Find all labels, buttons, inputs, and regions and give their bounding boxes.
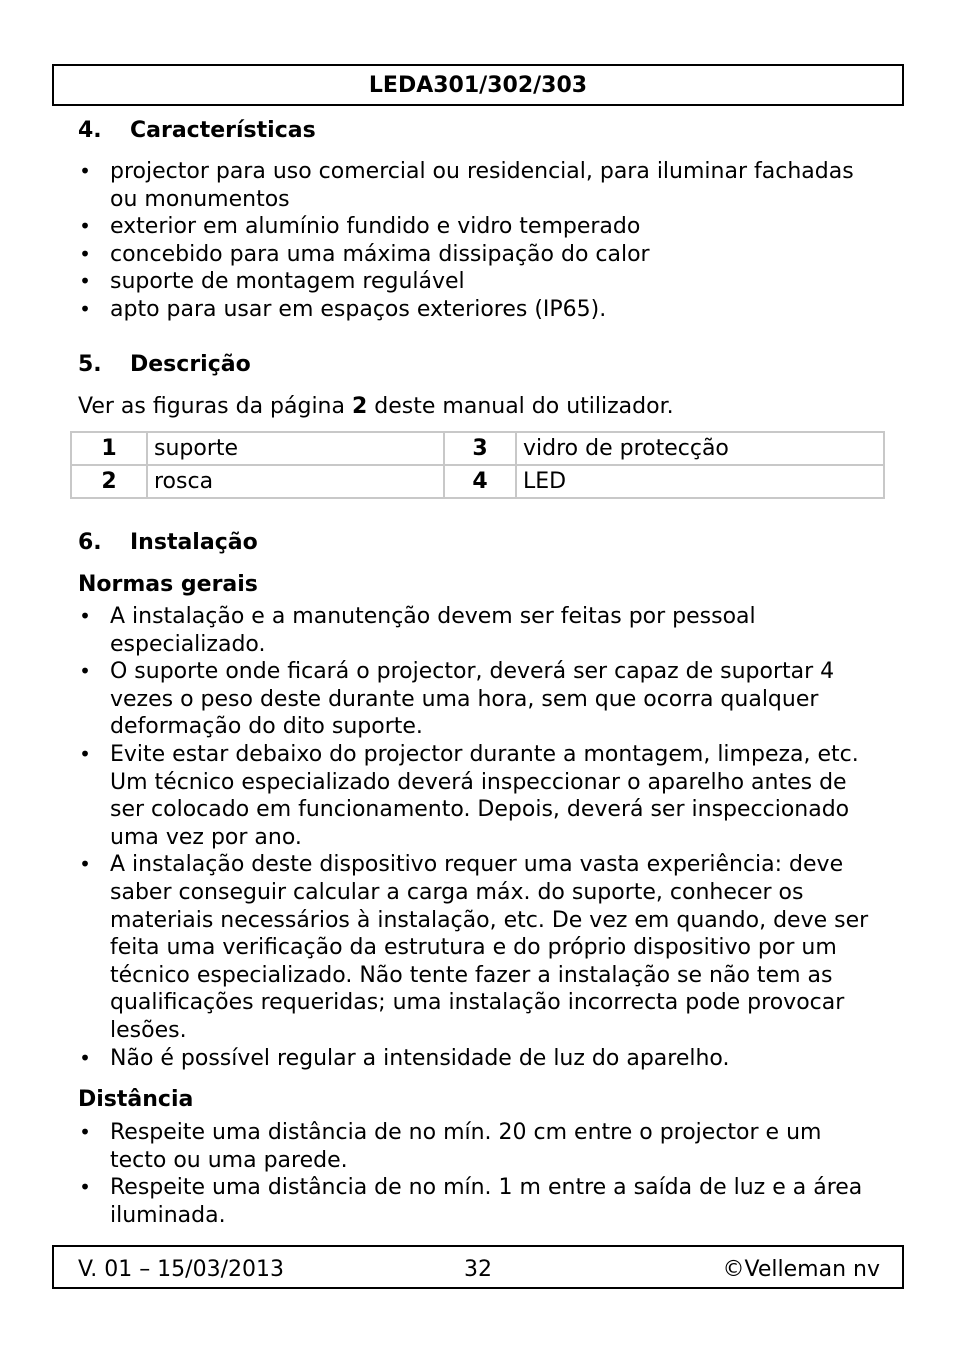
list-item-text: Respeite uma distância de no mín. 1 m entre a saída de luz e a área iluminada. (110, 1175, 863, 1228)
list-item (78, 741, 878, 851)
general-rules-heading: Normas gerais (78, 572, 258, 597)
model-title: LEDA301/302/303 (368, 73, 588, 98)
section-number: 6. (78, 530, 102, 555)
part-name: LED (516, 465, 884, 498)
bullet-icon: • (79, 604, 91, 628)
bullet-icon: • (79, 741, 91, 766)
bullet-icon: • (79, 269, 91, 294)
list-item (78, 158, 878, 213)
bullet-icon: • (79, 159, 91, 183)
part-number: 2 (71, 465, 147, 498)
section-title: Descrição (130, 352, 251, 377)
list-item (78, 603, 878, 658)
general-rules-list (78, 603, 878, 1072)
list-item-text: Evite estar debaixo do projector durante a montagem, limpeza, etc. Um técnico especializado deverá inspeccionar o aparelho antes de ser colocado em funcionamento. Depois, deverá ser inspeccionado uma vez por ano. (110, 741, 859, 850)
distance-list (78, 1119, 878, 1229)
bullet-icon: • (79, 296, 91, 321)
list-item (78, 1119, 878, 1174)
section-number: 5. (78, 352, 102, 377)
list-item-text: O suporte onde ficará o projector, deverá ser capaz de suportar 4 vezes o peso deste durante uma hora, sem que ocorra qualquer deformação do dito suporte. (110, 659, 835, 740)
list-item-text: apto para usar em espaços exteriores (IP65). (110, 296, 607, 322)
section-title: Características (130, 118, 316, 143)
bullet-icon: • (79, 1175, 91, 1200)
bullet-icon: • (79, 852, 91, 877)
table-row (71, 432, 884, 465)
section-6-heading (78, 529, 258, 557)
list-item-text: A instalação deste dispositivo requer uma vasta experiência: deve saber conseguir calcular a carga máx. do suporte, conhecer os materiais necessários à instalação, etc. De vez em quando, deve ser feita uma verificação da estrutura e do próprio dispositivo por um técnico especializado. Não tente fazer a instalação se não tem as qualificações requeridas; uma instalação incorrecta pode provocar lesões. (110, 852, 869, 1043)
list-item-text: Não é possível regular a intensidade de luz do aparelho. (110, 1045, 730, 1071)
distance-heading: Distância (78, 1087, 194, 1112)
page-header (52, 64, 904, 106)
list-item (78, 851, 878, 1044)
bullet-icon: • (79, 241, 91, 266)
list-item-text: A instalação e a manutenção devem ser feitas por pessoal especializado. (110, 604, 756, 657)
list-item-text: Respeite uma distância de no mín. 20 cm entre o projector e um tecto ou uma parede. (110, 1120, 822, 1173)
version-date: V. 01 – 15/03/2013 (78, 1257, 284, 1282)
table-row (71, 465, 884, 498)
bullet-icon: • (79, 214, 91, 239)
copyright: ©Velleman nv (722, 1257, 880, 1282)
part-name: vidro de protecção (516, 432, 884, 465)
bullet-icon: • (79, 1045, 91, 1070)
list-item (78, 658, 878, 741)
part-name: rosca (147, 465, 444, 498)
intro-page-number: 2 (351, 394, 368, 419)
page-footer (52, 1245, 904, 1289)
intro-text: Ver as figuras da página (78, 394, 352, 419)
part-number: 4 (444, 465, 516, 498)
list-item (78, 268, 878, 296)
bullet-icon: • (79, 1120, 91, 1144)
section-5-heading (78, 351, 251, 379)
part-number: 1 (71, 432, 147, 465)
features-list (78, 158, 878, 324)
section-title: Instalação (130, 530, 258, 555)
list-item (78, 213, 878, 241)
page-number: 32 (464, 1257, 492, 1282)
intro-text-end: deste manual do utilizador. (367, 394, 674, 419)
list-item (78, 296, 878, 324)
bullet-icon: • (79, 659, 91, 684)
list-item-text: concebido para uma máxima dissipação do calor (110, 241, 650, 267)
part-name: suporte (147, 432, 444, 465)
parts-table (70, 431, 885, 499)
description-intro (78, 393, 674, 421)
list-item (78, 1174, 878, 1229)
list-item-text: exterior em alumínio fundido e vidro temperado (110, 214, 641, 240)
list-item (78, 241, 878, 269)
section-number: 4. (78, 118, 102, 143)
section-4-heading (78, 117, 316, 145)
part-number: 3 (444, 432, 516, 465)
list-item-text: suporte de montagem regulável (110, 269, 465, 295)
list-item (78, 1045, 878, 1073)
list-item-text: projector para uso comercial ou residencial, para iluminar fachadas ou monumentos (110, 159, 854, 212)
